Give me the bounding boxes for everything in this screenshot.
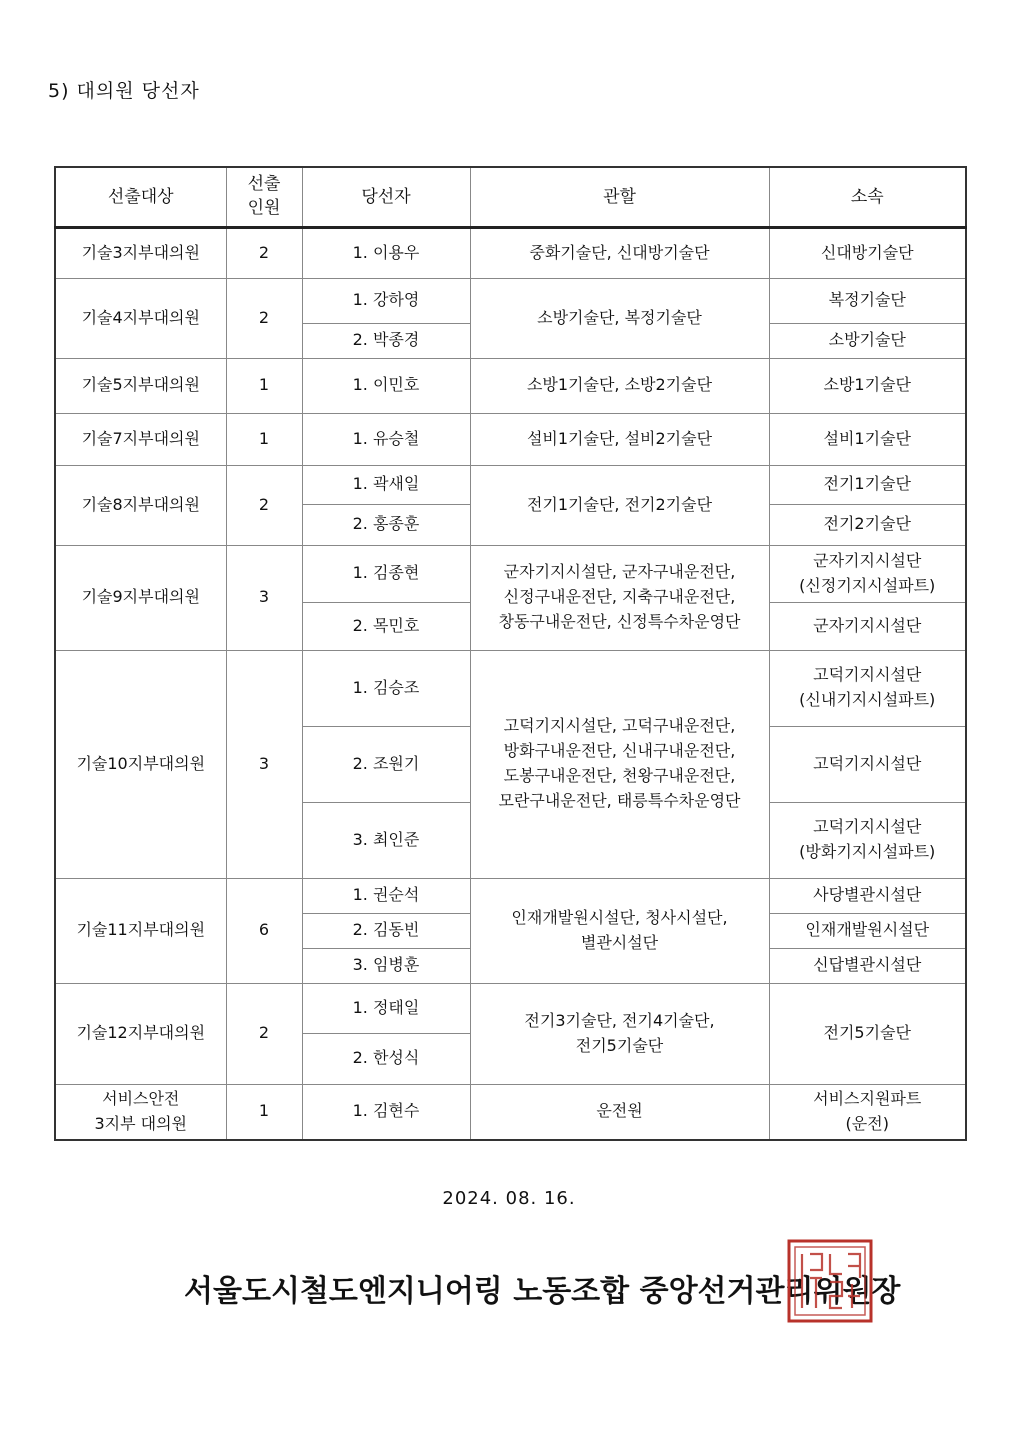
jurisdiction-text: 인재개발원시설단, 청사시설단, [511,907,728,927]
target-text: 기술10지부대의원 [76,753,206,773]
affiliation-text: 인재개발원시설단 [805,920,930,940]
cell-target [55,465,226,545]
cell-target [55,358,226,413]
table-row [55,358,966,413]
cell-jurisdiction [470,465,769,545]
cell-affiliation [769,913,966,948]
target-text: 기술11지부대의원 [76,920,206,940]
official-seal-icon [786,1238,874,1324]
table-row [55,878,966,913]
table-row [55,465,966,504]
jurisdiction-text: 방화구내운전단, 신내구내운전단, [503,741,736,761]
cell-count: 1 [226,358,302,413]
cell-target [55,413,226,465]
cell-jurisdiction [470,878,769,983]
cell-count: 2 [226,983,302,1084]
table-row [55,227,966,278]
affiliation-text: 고덕기지시설단 [813,817,922,837]
affiliation-text: 신대방기술단 [820,242,914,262]
cell-winner: 1. 김승조 [302,650,470,726]
affiliation-text: (방화기지시설파트) [799,842,936,861]
affiliation-text: 복정기술단 [828,290,906,310]
cell-target [55,1084,226,1140]
affiliation-text: 사당별관시설단 [813,885,922,905]
affiliation-text: 군자기지시설단 [813,615,922,635]
cell-target [55,878,226,983]
header-count-line2: 인원 [247,197,281,218]
jurisdiction-text: 중화기술단, 신대방기술단 [529,242,710,262]
cell-winner: 1. 정태일 [302,983,470,1033]
cell-jurisdiction [470,983,769,1084]
jurisdiction-text: 고덕기지시설단, 고덕구내운전단, [503,716,736,736]
target-text: 3지부 대의원 [94,1113,188,1133]
table-body [55,227,966,1140]
affiliation-text: 신답별관시설단 [813,955,922,975]
target-text: 기술3지부대의원 [81,242,200,262]
header-jurisdiction: 관할 [470,167,769,227]
target-text: 기술8지부대의원 [81,494,200,514]
table-row [55,278,966,323]
jurisdiction-text: 설비1기술단, 설비2기술단 [526,428,713,448]
cell-count: 6 [226,878,302,983]
cell-winner: 1. 이용우 [302,227,470,278]
cell-count: 2 [226,227,302,278]
affiliation-text: 고덕기지시설단 [813,665,922,685]
table-header-row [55,167,966,227]
cell-affiliation [769,465,966,504]
cell-count: 3 [226,650,302,878]
affiliation-text: (운전) [845,1113,889,1133]
target-text: 기술12지부대의원 [76,1023,206,1043]
cell-winner: 2. 한성식 [302,1033,470,1084]
cell-affiliation [769,323,966,358]
cell-winner: 1. 김종현 [302,545,470,602]
target-text: 기술4지부대의원 [81,307,200,327]
table-row [55,1084,966,1140]
cell-jurisdiction [470,413,769,465]
cell-affiliation [769,227,966,278]
cell-winner: 3. 최인준 [302,802,470,878]
jurisdiction-text: 소방1기술단, 소방2기술단 [526,375,713,395]
cell-affiliation [769,948,966,983]
jurisdiction-text: 창동구내운전단, 신정특수차운영단 [498,611,741,631]
cell-affiliation [769,545,966,602]
cell-winner: 3. 임병훈 [302,948,470,983]
cell-winner: 2. 박종경 [302,323,470,358]
jurisdiction-text: 별관시설단 [580,932,659,952]
affiliation-text: 소방기술단 [828,330,906,350]
cell-affiliation [769,278,966,323]
table-row [55,983,966,1033]
cell-winner: 2. 목민호 [302,602,470,650]
header-target: 선출대상 [55,167,226,227]
cell-jurisdiction [470,650,769,878]
winners-table [54,166,967,1141]
cell-target [55,545,226,650]
cell-affiliation [769,1084,966,1140]
jurisdiction-text: 군자기지시설단, 군자구내운전단, [503,562,736,582]
table-row [55,413,966,465]
header-count-line1: 선출 [247,173,281,194]
cell-winner: 1. 곽새일 [302,465,470,504]
table-row [55,650,966,726]
cell-affiliation [769,726,966,802]
cell-jurisdiction [470,545,769,650]
cell-target [55,278,226,358]
header-affiliation: 소속 [769,167,966,227]
cell-winner: 2. 조원기 [302,726,470,802]
target-text: 기술7지부대의원 [81,428,200,448]
jurisdiction-text: 운전원 [596,1101,643,1121]
affiliation-text: 군자기지시설단 [813,550,922,570]
cell-affiliation [769,650,966,726]
cell-affiliation [769,413,966,465]
cell-winner: 1. 유승철 [302,413,470,465]
cell-winner: 1. 김현수 [302,1084,470,1140]
affiliation-text: 전기2기술단 [823,514,911,534]
affiliation-text: 전기1기술단 [823,474,911,494]
cell-winner: 2. 홍종훈 [302,504,470,545]
cell-affiliation [769,358,966,413]
cell-count: 3 [226,545,302,650]
cell-affiliation [769,983,966,1084]
signature-line: 서울도시철도엔지니어링 노동조합 중앙선거관리위원장 [184,1274,901,1309]
jurisdiction-text: 모란구내운전단, 태릉특수차운영단 [498,790,741,810]
jurisdiction-text: 전기5기술단 [575,1035,664,1055]
jurisdiction-text: 도봉구내운전단, 천왕구내운전단, [503,766,736,785]
cell-winner: 1. 강하영 [302,278,470,323]
cell-count: 2 [226,278,302,358]
document-date: 2024. 08. 16. [442,1188,576,1209]
cell-affiliation [769,802,966,878]
cell-affiliation [769,504,966,545]
cell-count: 2 [226,465,302,545]
affiliation-text: (신정기지시설파트) [799,575,936,595]
affiliation-text: 고덕기지시설단 [813,753,922,773]
cell-count: 1 [226,413,302,465]
cell-jurisdiction [470,227,769,278]
target-text: 서비스안전 [102,1088,180,1108]
section-heading: 5) 대의원 당선자 [48,80,200,102]
cell-jurisdiction [470,358,769,413]
jurisdiction-text: 전기3기술단, 전기4기술단, [524,1010,715,1030]
cell-target [55,227,226,278]
affiliation-text: 설비1기술단 [823,428,911,448]
cell-target [55,983,226,1084]
target-text: 기술5지부대의원 [81,375,200,395]
cell-count: 1 [226,1084,302,1140]
cell-target [55,650,226,878]
target-text: 기술9지부대의원 [81,587,200,607]
cell-affiliation [769,878,966,913]
cell-winner: 1. 권순석 [302,878,470,913]
affiliation-text: 소방1기술단 [823,375,911,395]
cell-winner: 1. 이민호 [302,358,470,413]
header-count [226,167,302,227]
affiliation-text: 서비스지원파트 [813,1088,922,1108]
jurisdiction-text: 소방기술단, 복정기술단 [537,307,702,327]
cell-jurisdiction [470,1084,769,1140]
jurisdiction-text: 신정구내운전단, 지축구내운전단, [503,587,736,607]
jurisdiction-text: 전기1기술단, 전기2기술단 [526,494,713,514]
header-winner: 당선자 [302,167,470,227]
cell-affiliation [769,602,966,650]
affiliation-text: (신내기지시설파트) [799,690,936,709]
table-row [55,545,966,602]
affiliation-text: 전기5기술단 [823,1023,911,1043]
cell-winner: 2. 김동빈 [302,913,470,948]
cell-jurisdiction [470,278,769,358]
